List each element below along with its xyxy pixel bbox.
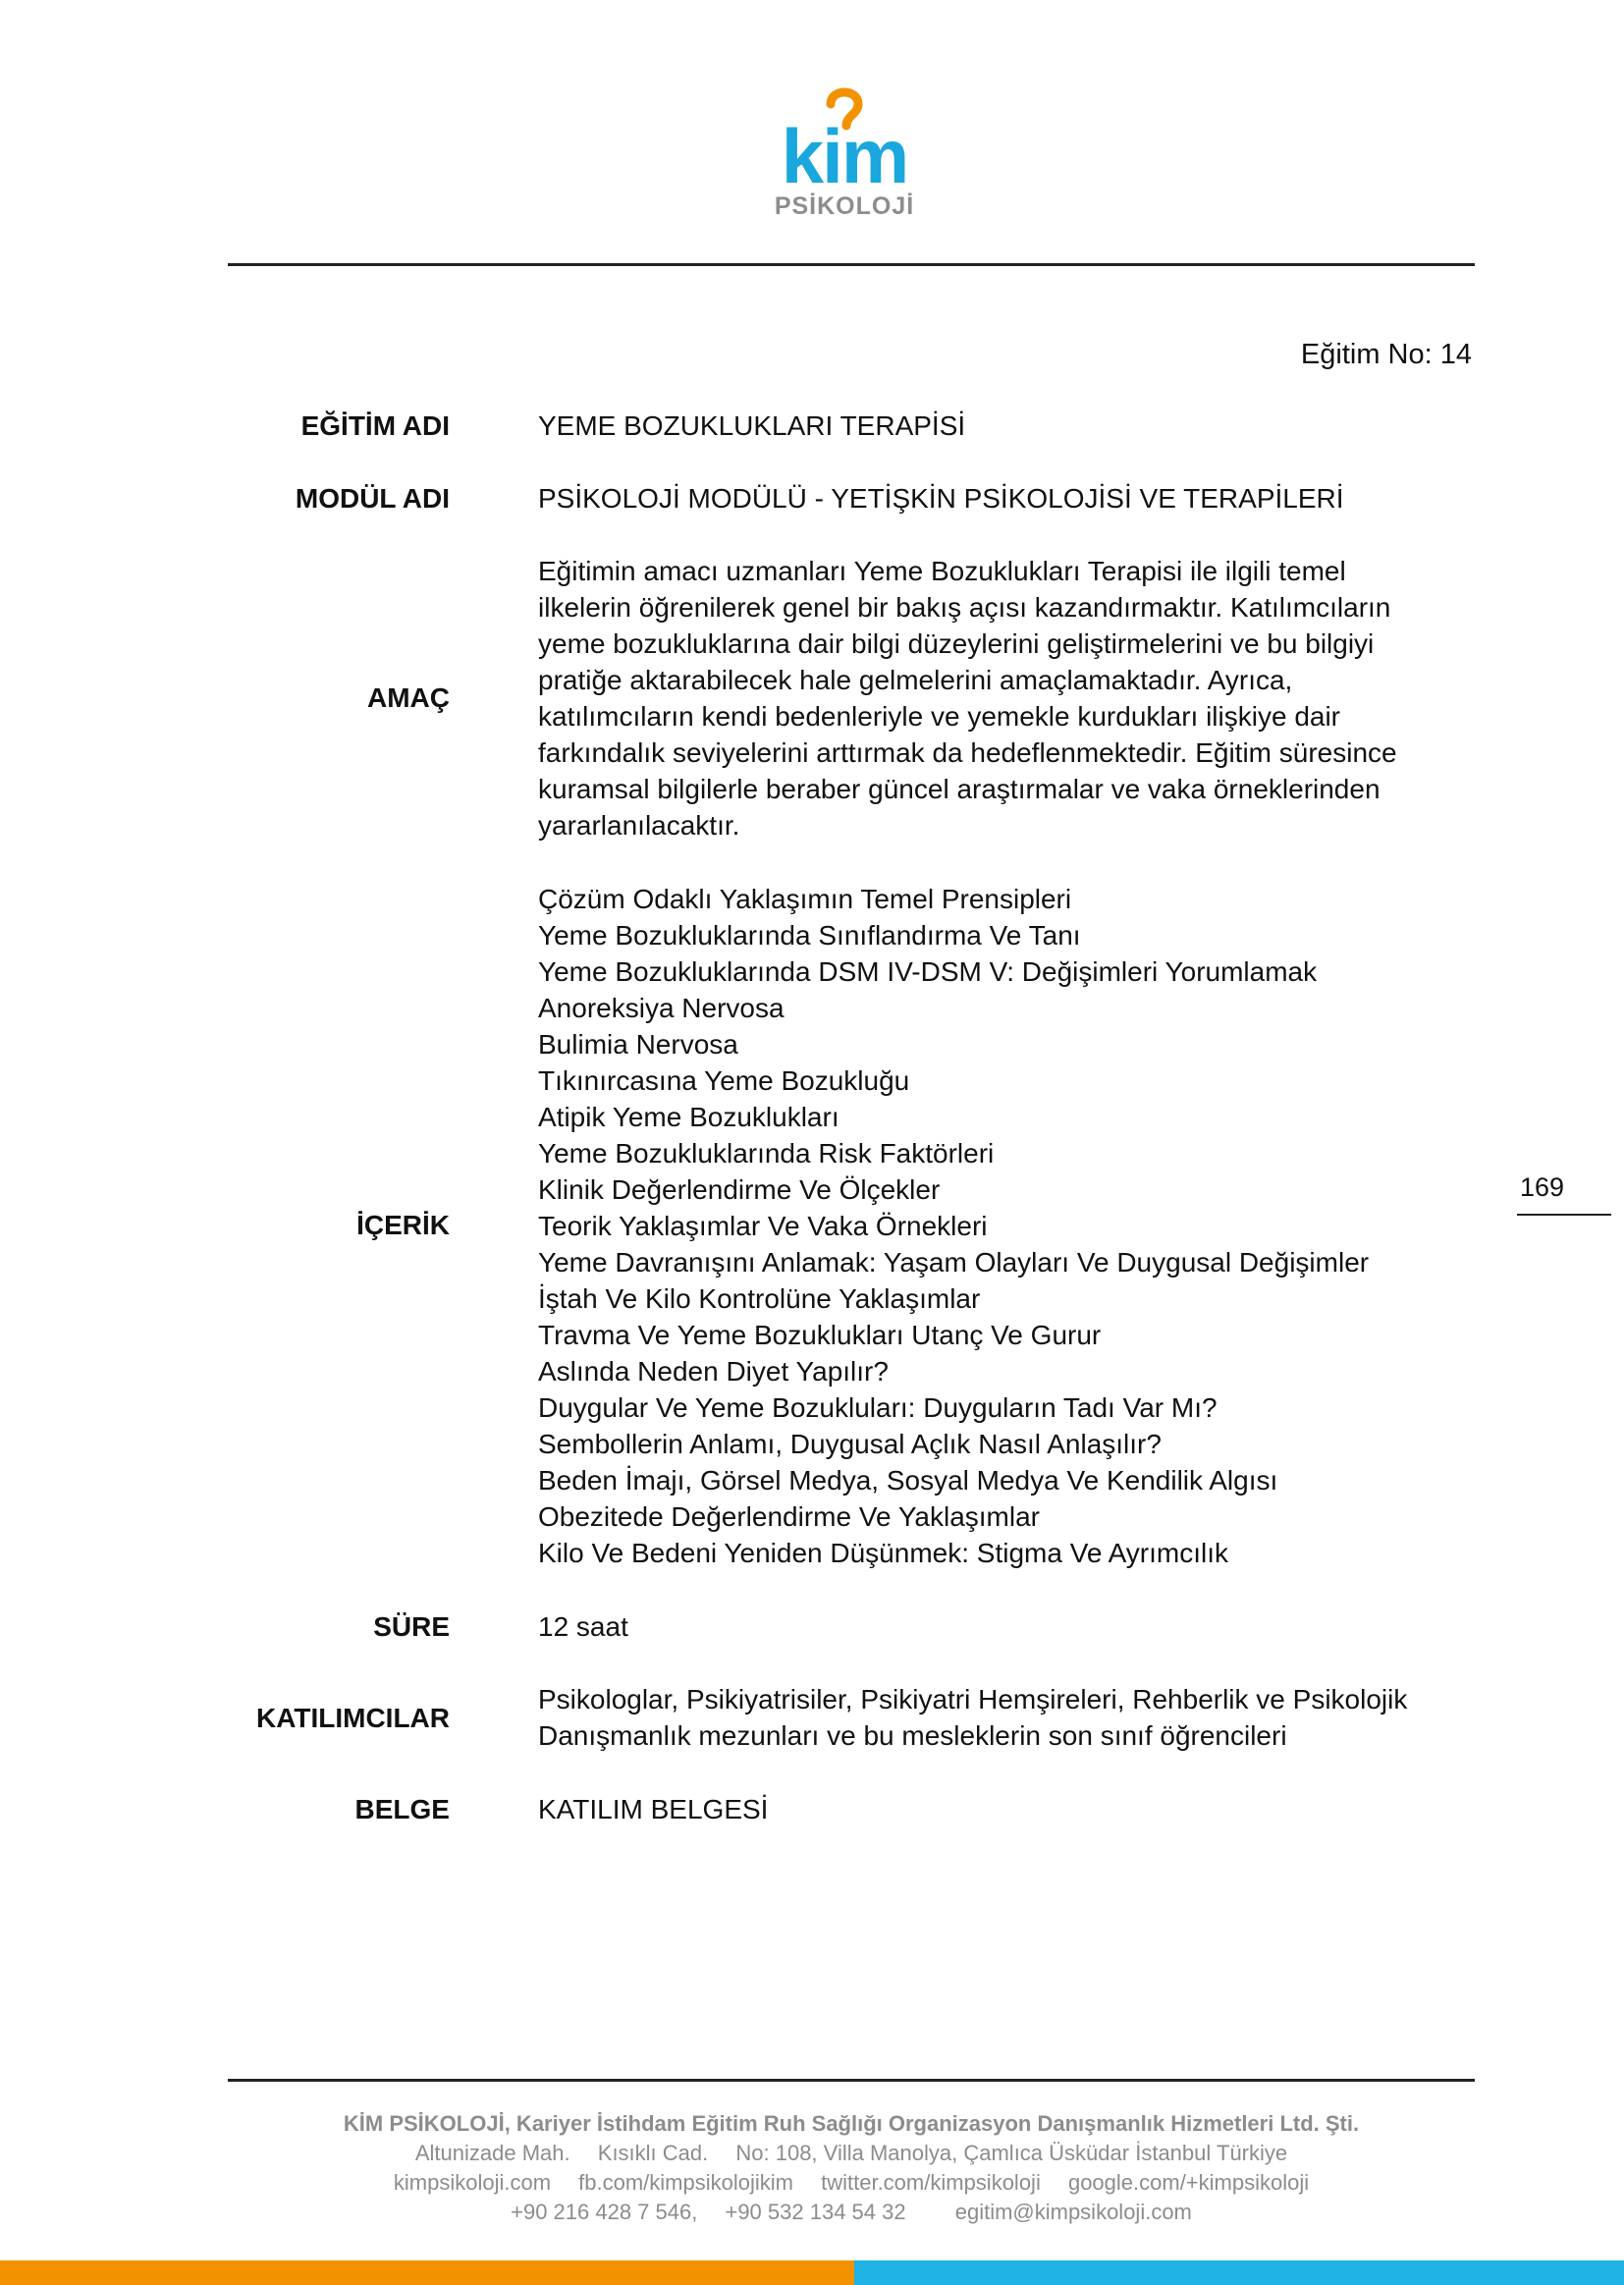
content-item: Tıkınırcasına Yeme Bozukluğu: [538, 1065, 910, 1096]
purpose-line: yararlanılacaktır.: [538, 810, 740, 841]
purpose-text: [538, 553, 1461, 843]
page-number: 169: [1520, 1172, 1565, 1202]
content-item: Klinik Değerlendirme Ve Ölçekler: [538, 1174, 941, 1205]
footer-address-part: Kısıklı Cad.: [597, 2141, 709, 2165]
module-name-label: MODÜL ADI: [295, 483, 450, 514]
education-number: Eğitim No: 14: [1300, 339, 1472, 370]
content-item: Atipik Yeme Bozuklukları: [538, 1102, 839, 1132]
purpose-line: ilkelerin öğrenilerek genel bir bakış açısı kazandırmaktır. Katılımcıların: [538, 592, 1391, 623]
content-item: Yeme Bozukluklarında Risk Faktörleri: [538, 1138, 995, 1169]
content-label: İÇERİK: [356, 1210, 450, 1240]
certificate-label: BELGE: [354, 1794, 450, 1824]
footer: [228, 2109, 1475, 2227]
footer-address-part: Villa Manolya,: [823, 2141, 958, 2165]
footer-facebook-link[interactable]: fb.com/kimpsikolojikim: [578, 2170, 793, 2195]
duration-value: 12 saat: [538, 1611, 628, 1642]
footer-divider: [228, 2079, 1475, 2082]
purpose-line: pratiğe aktarabilecek hale gelmelerini amaçlamaktadır. Ayrıca,: [538, 665, 1293, 695]
content-item: Kilo Ve Bedeni Yeniden Düşünmek: Stigma Ve Ayrımcılık: [538, 1538, 1229, 1568]
training-name-label: EĞİTİM ADI: [300, 410, 450, 441]
purpose-line: yeme bozukluklarına dair bilgi düzeylerini geliştirmelerini ve bu bilgiyi: [538, 628, 1375, 659]
purpose-label: AMAÇ: [367, 682, 450, 713]
footer-bar-orange: [0, 2260, 854, 2285]
footer-bar-blue: [854, 2260, 1624, 2285]
purpose-line: farkındalık seviyelerini arttırmak da hedeflenmektedir. Eğitim süresince: [538, 737, 1397, 768]
footer-company-name: KİM PSİKOLOJİ,: [343, 2111, 511, 2136]
participants-line: Psikologlar, Psikiyatrisiler, Psikiyatri Hemşireleri, Rehberlik ve Psikolojik: [538, 1684, 1408, 1714]
certificate-value: KATILIM BELGESİ: [538, 1794, 769, 1824]
footer-address-part: İstanbul: [1135, 2141, 1212, 2165]
duration-label: SÜRE: [373, 1611, 450, 1642]
content-item: Aslında Neden Diyet Yapılır?: [538, 1356, 889, 1387]
footer-address-part: No: 108,: [735, 2141, 818, 2165]
footer-address-part: Türkiye: [1217, 2141, 1288, 2165]
company-logo: [746, 86, 943, 224]
purpose-line: Eğitimin amacı uzmanları Yeme Bozuklukları Terapisi ile ilgili temel: [538, 556, 1346, 586]
content-item: Yeme Bozukluklarında Sınıflandırma Ve Tanı: [538, 920, 1081, 951]
content-item: İştah Ve Kilo Kontrolüne Yaklaşımlar: [538, 1283, 981, 1314]
content-item: Beden İmajı, Görsel Medya, Sosyal Medya Ve Kendilik Algısı: [538, 1465, 1278, 1496]
footer-address-part: Üsküdar: [1049, 2141, 1130, 2165]
footer-website-link[interactable]: kimpsikoloji.com: [393, 2170, 552, 2195]
footer-web-line: [228, 2168, 1475, 2198]
footer-address-part: Altunizade Mah.: [414, 2141, 570, 2165]
footer-email-link[interactable]: egitim@kimpsikoloji.com: [954, 2200, 1192, 2224]
footer-address-line: [228, 2139, 1475, 2168]
purpose-line: katılımcıların kendi bedenleriyle ve yemekle kurdukları ilişkiye dair: [538, 701, 1341, 732]
content-item: Duygular Ve Yeme Bozukluları: Duyguların Tadı Var Mı?: [538, 1392, 1218, 1423]
content-item: Obezitede Değerlendirme Ve Yaklaşımlar: [538, 1501, 1040, 1532]
footer-google-link[interactable]: google.com/+kimpsikoloji: [1067, 2170, 1310, 2195]
logo-word: kim: [781, 113, 908, 199]
content-item: Sembollerin Anlamı, Duygusal Açlık Nasıl Anlaşılır?: [538, 1429, 1162, 1459]
participants-text: [538, 1681, 1461, 1754]
content-list: [538, 881, 1461, 1571]
content-item: Yeme Bozukluklarında DSM IV-DSM V: Değişimleri Yorumlamak: [538, 956, 1318, 987]
module-name-value: PSİKOLOJİ MODÜLÜ - YETİŞKİN PSİKOLOJİSİ VE TERAPİLERİ: [538, 483, 1344, 514]
training-name-value: YEME BOZUKLUKLARI TERAPİSİ: [538, 410, 966, 441]
footer-company-line: [228, 2109, 1475, 2139]
header-divider: [228, 263, 1475, 266]
footer-company-rest: Kariyer İstihdam Eğitim Ruh Sağlığı Organizasyon Danışmanlık Hizmetleri Ltd. Şti.: [510, 2111, 1360, 2136]
content-item: Yeme Davranışını Anlamak: Yaşam Olayları Ve Duygusal Değişimler: [538, 1247, 1370, 1278]
content-item: Travma Ve Yeme Bozuklukları Utanç Ve Gurur: [538, 1320, 1102, 1350]
purpose-line: kuramsal bilgilerle beraber güncel araştırmalar ve vaka örneklerinden: [538, 774, 1380, 804]
footer-address-part: Çamlıca: [963, 2141, 1044, 2165]
content-item: Çözüm Odaklı Yaklaşımın Temel Prensipleri: [538, 884, 1072, 914]
content-item: Bulimia Nervosa: [538, 1029, 738, 1060]
content-item: Anoreksiya Nervosa: [538, 993, 785, 1023]
footer-phone-1: +90 216 428 7 546,: [511, 2200, 698, 2224]
footer-twitter-link[interactable]: twitter.com/kimpsikoloji: [821, 2170, 1041, 2195]
footer-phone-2: +90 532 134 54 32: [725, 2200, 906, 2224]
page-number-underline: [1517, 1214, 1611, 1216]
logo-subtitle: PSİKOLOJİ: [774, 192, 915, 220]
participants-label: KATILIMCILAR: [256, 1703, 450, 1733]
participants-line: Danışmanlık mezunları ve bu mesleklerin son sınıf öğrencileri: [538, 1720, 1287, 1751]
footer-contact-line: [228, 2198, 1475, 2227]
content-item: Teorik Yaklaşımlar Ve Vaka Örnekleri: [538, 1211, 988, 1241]
